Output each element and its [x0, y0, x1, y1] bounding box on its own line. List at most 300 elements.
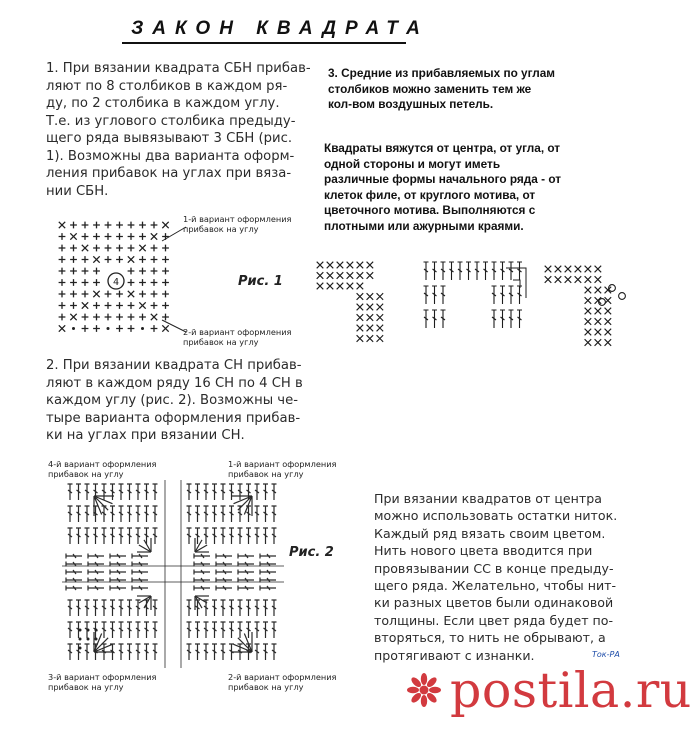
text-line: ки на углах при вязании СН.	[46, 428, 245, 443]
stitch-x-mark	[139, 245, 145, 251]
double-crochet-mark	[102, 622, 107, 638]
single-crochet-mark	[151, 279, 158, 286]
double-crochet-mark	[246, 622, 251, 638]
title-underline	[122, 42, 406, 44]
single-crochet-mark	[151, 256, 158, 263]
postila-logo[interactable]	[404, 661, 692, 719]
single-crochet-mark	[128, 279, 135, 286]
stitch-x-mark	[585, 276, 592, 283]
single-crochet-mark	[162, 268, 169, 275]
logo-petal	[421, 673, 427, 685]
text-line: одной стороны и могут иметь	[324, 156, 501, 171]
double-crochet-mark	[68, 600, 73, 616]
double-crochet-mark	[66, 586, 82, 591]
single-crochet-mark	[128, 245, 135, 252]
double-crochet-mark	[136, 484, 141, 500]
single-crochet-mark	[162, 245, 169, 252]
single-crochet-mark	[82, 325, 89, 332]
double-crochet-mark	[216, 570, 232, 575]
stitch-x-mark	[585, 329, 592, 336]
stitch-x-mark	[575, 266, 582, 273]
text-line: можно использовать остатки ниток.	[374, 508, 618, 524]
text-line: различные формы начального ряда - от	[324, 172, 562, 186]
double-crochet-mark	[263, 506, 268, 522]
double-crochet-mark	[517, 286, 522, 304]
stitch-x-mark	[357, 314, 364, 321]
double-crochet-mark	[255, 600, 260, 616]
stitch-x-mark	[357, 325, 364, 332]
double-crochet-mark	[76, 528, 81, 544]
stitch-x-mark	[327, 283, 334, 290]
caption-line: 1-й вариант оформления	[183, 214, 292, 224]
single-crochet-mark	[59, 302, 66, 309]
chain-mark	[87, 638, 90, 641]
double-crochet-mark	[102, 528, 107, 544]
section-3-text	[328, 66, 618, 113]
stitch-x-mark	[585, 297, 592, 304]
double-crochet-mark	[68, 484, 73, 500]
caption-line: 2-й вариант оформления	[183, 327, 292, 337]
caption-line: прибавок на углу	[228, 682, 304, 692]
double-crochet-mark	[132, 554, 148, 559]
stitch-x-mark	[367, 272, 374, 279]
double-crochet-mark	[127, 622, 132, 638]
stitch-x-mark	[585, 339, 592, 346]
single-crochet-mark	[128, 268, 135, 275]
stitch-x-mark	[337, 272, 344, 279]
text-line: ляют в каждом ряду 16 СН по 4 СН в	[46, 375, 303, 391]
text-line: 3. Средние из прибавляемых по углам	[328, 66, 556, 80]
text-line: ляют по 8 столбиков в каждом ря-	[46, 78, 288, 94]
double-crochet-mark	[212, 622, 217, 638]
double-crochet-mark	[238, 484, 243, 500]
single-crochet-mark	[59, 256, 66, 263]
single-crochet-mark	[82, 291, 89, 298]
double-crochet-mark	[194, 570, 210, 575]
double-crochet-mark	[263, 528, 268, 544]
single-crochet-mark	[116, 233, 123, 240]
stitch-grid	[317, 262, 383, 342]
caption-line: прибавок на углу	[183, 337, 259, 347]
single-crochet-mark	[139, 222, 146, 229]
single-crochet-mark	[139, 268, 146, 275]
stitch-x-mark	[357, 335, 364, 342]
single-crochet-mark	[116, 222, 123, 229]
stitch-x-mark	[347, 272, 354, 279]
double-crochet-mark	[66, 570, 82, 575]
double-crochet-mark	[246, 528, 251, 544]
double-crochet-mark	[110, 484, 115, 500]
logo-text: postila.ru	[450, 661, 692, 719]
stitch-x-mark	[377, 304, 384, 311]
double-crochet-mark	[136, 622, 141, 638]
single-crochet-mark	[151, 222, 158, 229]
double-crochet-mark	[238, 570, 254, 575]
single-crochet-mark	[128, 325, 135, 332]
single-crochet-mark	[151, 325, 158, 332]
single-crochet-mark	[70, 256, 77, 263]
text-line: Каждый ряд вязать своим цветом.	[374, 525, 606, 541]
text-line: Нить нового цвета вводится при	[374, 543, 593, 559]
single-crochet-mark	[162, 279, 169, 286]
double-crochet-mark	[187, 528, 192, 544]
double-crochet-mark	[110, 506, 115, 522]
single-crochet-mark	[70, 279, 77, 286]
stitch-x-mark	[565, 266, 572, 273]
single-crochet-mark	[128, 314, 135, 321]
stitch-x-mark	[337, 262, 344, 269]
double-crochet-mark	[432, 262, 437, 280]
logo-petal	[407, 687, 419, 693]
caption-line: прибавок на углу	[183, 224, 259, 234]
corner-fan-stitch	[94, 496, 108, 510]
double-crochet-mark	[195, 506, 200, 522]
stitch-x-mark	[93, 291, 99, 297]
single-crochet-mark	[93, 222, 100, 229]
text-line: 1. При вязании квадрата СБН прибав-	[46, 61, 311, 76]
double-crochet-mark	[144, 484, 149, 500]
double-crochet-mark	[255, 622, 260, 638]
text-line: цветочного мотива. Выполняются с	[324, 203, 536, 217]
double-crochet-mark	[136, 528, 141, 544]
double-crochet-mark	[263, 644, 268, 660]
double-crochet-mark	[204, 484, 209, 500]
double-crochet-mark	[187, 622, 192, 638]
double-crochet-mark	[119, 528, 124, 544]
stitch-x-mark	[595, 287, 602, 294]
stitch-x-mark	[70, 233, 76, 239]
double-crochet-mark	[68, 622, 73, 638]
single-crochet-mark	[82, 233, 89, 240]
double-crochet-mark	[255, 484, 260, 500]
double-crochet-mark	[238, 528, 243, 544]
stitch-x-mark	[377, 314, 384, 321]
section-1-text	[46, 60, 316, 200]
double-crochet-mark	[88, 554, 104, 559]
stitch-x-mark	[595, 329, 602, 336]
double-crochet-mark	[260, 554, 276, 559]
double-crochet-mark	[475, 262, 480, 280]
figure-2-variant-3-caption	[48, 672, 156, 692]
section-2-text	[46, 357, 316, 445]
double-crochet-mark	[93, 600, 98, 616]
single-crochet-mark	[59, 245, 66, 252]
stitch-x-mark	[595, 318, 602, 325]
stitch-x-mark	[595, 276, 602, 283]
stitch-x-mark	[565, 276, 572, 283]
double-crochet-mark	[216, 586, 232, 591]
double-crochet-mark	[221, 506, 226, 522]
double-crochet-mark	[187, 600, 192, 616]
double-crochet-mark	[144, 506, 149, 522]
stitch-x-mark	[545, 276, 552, 283]
double-crochet-mark	[144, 644, 149, 660]
double-crochet-mark	[204, 622, 209, 638]
stitch-grid	[62, 480, 284, 668]
chain-mark	[95, 638, 98, 641]
text-line: протягивают с изнанки.	[374, 647, 535, 663]
chain-mark	[79, 629, 82, 632]
double-crochet-mark	[127, 528, 132, 544]
double-crochet-mark	[195, 484, 200, 500]
double-crochet-mark	[272, 600, 277, 616]
double-crochet-mark	[110, 622, 115, 638]
single-crochet-mark	[105, 256, 112, 263]
double-crochet-mark	[85, 528, 90, 544]
single-crochet-mark	[128, 222, 135, 229]
single-crochet-mark	[162, 256, 169, 263]
text-line: клеток филе, от круглого мотива, от	[324, 187, 536, 202]
double-crochet-mark	[229, 622, 234, 638]
stitch-x-mark	[93, 256, 99, 262]
stitch-x-mark	[595, 266, 602, 273]
stitch-x-mark	[347, 262, 354, 269]
stitch-x-mark	[377, 335, 384, 342]
info-text	[324, 141, 644, 234]
single-crochet-mark	[139, 233, 146, 240]
stitch-x-mark	[347, 283, 354, 290]
stitch-x-mark	[595, 297, 602, 304]
stitch-x-mark	[357, 283, 364, 290]
double-crochet-mark	[216, 554, 232, 559]
caption-line: 4-й вариант оформления	[48, 459, 157, 469]
double-crochet-mark	[238, 600, 243, 616]
double-crochet-mark	[483, 262, 488, 280]
double-crochet-mark	[221, 484, 226, 500]
double-crochet-mark	[153, 528, 158, 544]
text-line: кол-вом воздушных петель.	[328, 97, 494, 111]
text-line: каждом углу (рис. 2). Возможны че-	[46, 393, 298, 408]
figure-1-label: Рис. 1	[238, 274, 283, 289]
double-crochet-mark	[500, 310, 505, 328]
stitch-x-mark	[585, 287, 592, 294]
logo-mark-icon	[404, 670, 444, 710]
double-crochet-mark	[500, 262, 505, 280]
double-crochet-mark	[110, 528, 115, 544]
stitch-x-mark	[59, 222, 65, 228]
text-line: щего ряда. Желательно, чтобы нит-	[374, 578, 617, 594]
single-crochet-mark	[59, 233, 66, 240]
single-crochet-mark	[70, 291, 77, 298]
figure-2-variant-1-caption	[228, 459, 336, 479]
text-line: 2. При вязании квадрата СН прибав-	[46, 358, 302, 373]
double-crochet-mark	[255, 506, 260, 522]
double-crochet-mark	[263, 484, 268, 500]
single-crochet-mark	[59, 314, 66, 321]
single-crochet-mark	[116, 302, 123, 309]
double-crochet-mark	[272, 506, 277, 522]
double-crochet-mark	[66, 554, 82, 559]
double-crochet-mark	[76, 600, 81, 616]
double-crochet-mark	[76, 506, 81, 522]
double-crochet-mark	[212, 600, 217, 616]
single-crochet-mark	[105, 245, 112, 252]
stitch-x-mark	[82, 245, 88, 251]
double-crochet-mark	[127, 644, 132, 660]
start-from-motif-diagram	[540, 262, 640, 350]
double-crochet-mark	[68, 644, 73, 660]
double-crochet-mark	[492, 310, 497, 328]
text-line: провязывании СС в конце предыду-	[374, 560, 614, 576]
text-line: столбиков можно заменить тем же	[328, 81, 532, 96]
text-line: тыре варианта оформления прибав-	[46, 410, 301, 426]
double-crochet-mark	[204, 644, 209, 660]
double-crochet-mark	[272, 622, 277, 638]
stitch-x-mark	[605, 339, 612, 346]
double-crochet-mark	[238, 622, 243, 638]
double-crochet-mark	[195, 528, 200, 544]
double-crochet-mark	[212, 528, 217, 544]
stitch-x-mark	[317, 283, 324, 290]
tip-signature: Ток-РА	[592, 650, 620, 659]
logo-petal	[425, 691, 438, 704]
double-crochet-mark	[255, 528, 260, 544]
double-crochet-mark	[212, 484, 217, 500]
double-crochet-mark	[144, 622, 149, 638]
double-crochet-mark	[272, 484, 277, 500]
double-crochet-mark	[246, 600, 251, 616]
double-crochet-mark	[441, 310, 446, 328]
stitch-x-mark	[128, 291, 134, 297]
single-crochet-mark	[93, 314, 100, 321]
single-crochet-mark	[116, 245, 123, 252]
single-crochet-mark	[93, 245, 100, 252]
double-crochet-mark	[517, 310, 522, 328]
double-crochet-mark	[260, 586, 276, 591]
stitch-x-mark	[357, 304, 364, 311]
single-crochet-mark	[139, 256, 146, 263]
tip-text	[374, 490, 618, 664]
double-crochet-mark	[110, 600, 115, 616]
caption-line: прибавок на углу	[48, 469, 124, 479]
single-crochet-mark	[93, 302, 100, 309]
double-crochet-mark	[441, 286, 446, 304]
text-line: 1). Возможны два варианта оформ-	[46, 148, 295, 164]
double-crochet-mark	[187, 644, 192, 660]
stitch-x-mark	[82, 302, 88, 308]
double-crochet-mark	[153, 644, 158, 660]
logo-petal	[410, 676, 423, 689]
stitch-x-mark	[555, 266, 562, 273]
stitch-x-mark	[357, 262, 364, 269]
double-crochet-mark	[127, 600, 132, 616]
double-crochet-mark	[509, 262, 514, 280]
stitch-x-mark	[317, 272, 324, 279]
logo-petal	[429, 687, 441, 693]
double-crochet-mark	[85, 506, 90, 522]
double-crochet-mark	[221, 528, 226, 544]
logo-core	[420, 686, 429, 695]
stitch-x-mark	[337, 283, 344, 290]
single-crochet-mark	[82, 314, 89, 321]
double-crochet-mark	[238, 554, 254, 559]
caption-line: прибавок на углу	[228, 469, 304, 479]
text-line: ления прибавок на углах при вяза-	[46, 166, 292, 181]
double-crochet-mark	[110, 554, 126, 559]
caption-line: прибавок на углу	[48, 682, 124, 692]
start-from-corner-diagram	[312, 258, 412, 346]
double-crochet-mark	[68, 506, 73, 522]
single-crochet-mark	[93, 268, 100, 275]
double-crochet-mark	[195, 644, 200, 660]
stitch-x-mark	[605, 287, 612, 294]
double-crochet-mark	[102, 484, 107, 500]
text-line: Т.е. из углового столбика предыду-	[46, 113, 296, 129]
double-crochet-mark	[194, 586, 210, 591]
single-crochet-mark	[139, 291, 146, 298]
chain-mark	[87, 629, 90, 632]
stitch-grid	[545, 266, 626, 346]
logo-petal	[425, 676, 438, 689]
double-crochet-mark	[102, 600, 107, 616]
double-crochet-mark	[238, 586, 254, 591]
single-crochet-mark	[128, 302, 135, 309]
single-crochet-mark	[151, 268, 158, 275]
single-crochet-mark	[116, 256, 123, 263]
text-line: плотными или ажурными краями.	[324, 218, 524, 233]
single-crochet-mark	[59, 268, 66, 275]
single-crochet-mark	[105, 314, 112, 321]
single-crochet-mark	[70, 222, 77, 229]
double-crochet-mark	[424, 262, 429, 280]
double-crochet-mark	[88, 570, 104, 575]
double-crochet-mark	[441, 262, 446, 280]
stitch-x-mark	[59, 325, 65, 331]
stitch-x-mark	[595, 339, 602, 346]
stitch-x-mark	[367, 325, 374, 332]
double-crochet-mark	[229, 528, 234, 544]
caption-line: 1-й вариант оформления	[228, 459, 337, 469]
double-crochet-mark	[509, 310, 514, 328]
stitch-x-mark	[377, 293, 384, 300]
double-crochet-mark	[85, 600, 90, 616]
double-crochet-mark	[187, 484, 192, 500]
stitch-x-mark	[377, 325, 384, 332]
double-crochet-mark	[76, 484, 81, 500]
single-crochet-mark	[105, 222, 112, 229]
stitch-x-mark	[139, 302, 145, 308]
chain-mark	[72, 327, 75, 330]
double-crochet-mark	[204, 528, 209, 544]
text-line: ду, по 2 столбика в каждом углу.	[46, 96, 280, 111]
single-crochet-mark	[105, 291, 112, 298]
double-crochet-mark	[424, 286, 429, 304]
single-crochet-mark	[70, 245, 77, 252]
stitch-x-mark	[545, 266, 552, 273]
double-crochet-mark	[85, 644, 90, 660]
double-crochet-mark	[272, 644, 277, 660]
single-crochet-mark	[139, 314, 146, 321]
stitch-x-mark	[367, 304, 374, 311]
stitch-x-mark	[585, 318, 592, 325]
single-crochet-mark	[162, 302, 169, 309]
logo-petal	[421, 695, 427, 707]
double-crochet-mark	[509, 286, 514, 304]
single-crochet-mark	[116, 291, 123, 298]
figure-1-variant-2-caption	[183, 327, 291, 347]
double-crochet-mark	[153, 622, 158, 638]
text-line: Квадраты вяжутся от центра, от угла, от	[324, 141, 561, 155]
stitch-grid	[424, 262, 527, 328]
double-crochet-mark	[221, 600, 226, 616]
stitch-x-mark	[575, 276, 582, 283]
stitch-x-mark	[555, 276, 562, 283]
single-crochet-mark	[82, 222, 89, 229]
double-crochet-mark	[136, 506, 141, 522]
double-crochet-mark	[153, 600, 158, 616]
double-crochet-mark	[187, 506, 192, 522]
figure-2-diagram	[60, 478, 286, 670]
